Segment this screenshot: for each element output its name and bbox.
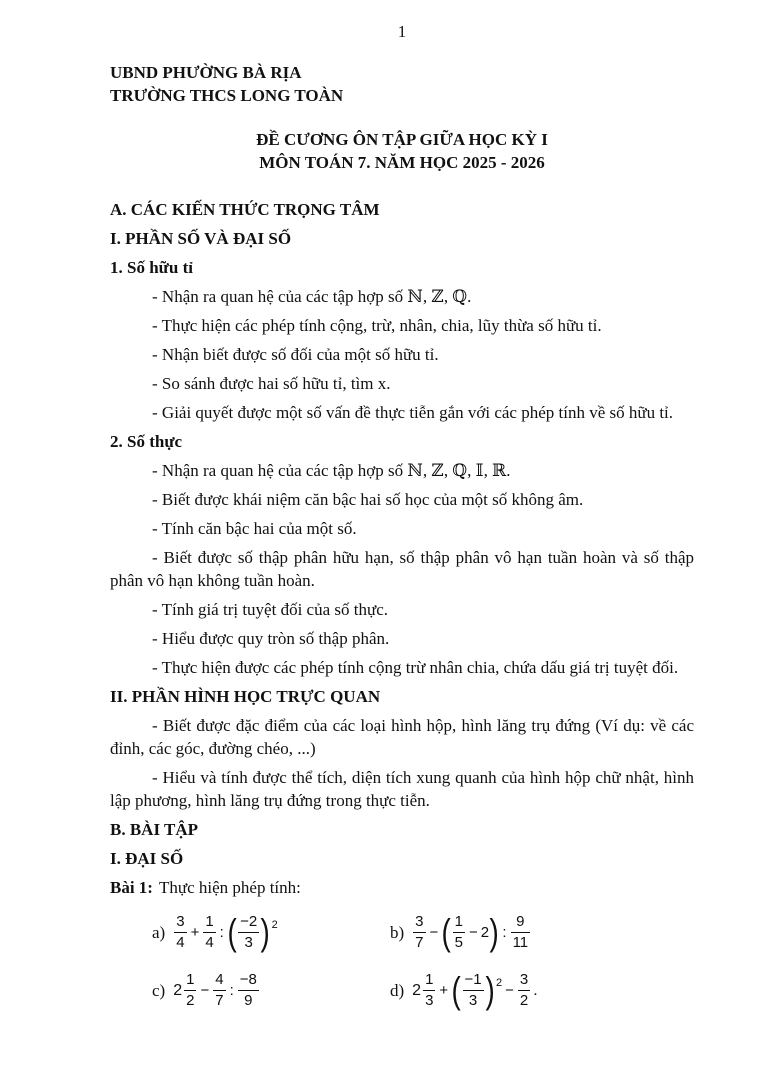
fraction: $\frac{1}{5}$	[454, 912, 463, 951]
bullet-item: - Tính căn bậc hai của một số.	[152, 519, 357, 538]
exercise-1-instruction: Thực hiện phép tính:	[158, 878, 301, 897]
period: .	[533, 981, 538, 999]
section-b-part-i-heading: I. ĐẠI SỐ	[110, 849, 184, 868]
left-paren: (	[227, 911, 237, 953]
plus-operator: +	[190, 923, 200, 941]
math-row-1	[110, 905, 694, 959]
bullet-item: - Hiểu và tính được thể tích, diện tích xung quanh của hình hộp chữ nhật, hình lập phương, hình lăng trụ đứng trong thực tiễn.	[110, 768, 694, 810]
minus-operator: −	[468, 923, 478, 941]
integer: 2	[480, 923, 490, 941]
fraction: $\frac{1}{2}$	[186, 970, 195, 1009]
expression-b	[390, 911, 531, 953]
left-paren: (	[451, 969, 461, 1011]
divide-operator: :	[502, 923, 507, 941]
fraction: $\frac{1}{4}$	[205, 912, 214, 951]
expression-c	[152, 972, 260, 1009]
item-a-label: a)	[152, 922, 166, 942]
bullet-item: - Biết được đặc điểm của các loại hình hộp, hình lăng trụ đứng (Ví dụ: về các đỉnh, các góc, đường chéo, ...)	[110, 716, 694, 758]
minus-operator: −	[200, 981, 210, 999]
divide-operator: :	[219, 923, 224, 941]
bullet-item: - Giải quyết được một số vấn đề thực tiễn gắn với các phép tính về số hữu tỉ.	[152, 403, 674, 422]
exercise-1-label: Bài 1:	[110, 878, 153, 897]
expression-d	[390, 969, 538, 1011]
bullet-item: - So sánh được hai số hữu tỉ, tìm x.	[152, 374, 391, 393]
minus-operator: −	[505, 981, 514, 999]
doc-title-line-1: ĐỀ CƯƠNG ÔN TẬP GIỮA HỌC KỲ I	[256, 130, 548, 149]
exercise-1c	[152, 972, 390, 1009]
bullet-item: - Biết được số thập phân hữu hạn, số thập phân vô hạn tuần hoàn và số thập phân vô hạn không tuần hoàn.	[110, 548, 694, 590]
item-c-label: c)	[152, 980, 166, 1000]
fraction: $\frac{3}{7}$	[415, 912, 424, 951]
fraction: $\frac{3}{2}$	[519, 970, 529, 1009]
exercise-1a	[152, 911, 390, 953]
bullet-item: - Biết được khái niệm căn bậc hai số học của một số không âm.	[152, 490, 584, 509]
expression-a	[152, 911, 278, 953]
exercise-1-intro	[110, 876, 694, 899]
section-a-heading: A. CÁC KIẾN THỨC TRỌNG TÂM	[110, 200, 380, 219]
fraction: $\frac{4}{7}$	[215, 970, 224, 1009]
bullet-item: - Nhận ra quan hệ của các tập hợp số ℕ, ℤ, ℚ, 𝕀, ℝ.	[152, 461, 511, 480]
doc-title-line-2: MÔN TOÁN 7. NĂM HỌC 2025 - 2026	[259, 153, 545, 172]
page-number: 1	[397, 22, 407, 41]
bullet-item: - Thực hiện được các phép tính cộng trừ nhân chia, chứa dấu giá trị tuyệt đối.	[152, 658, 679, 677]
minus-operator: −	[429, 923, 439, 941]
fraction: $\frac{9}{11}$	[512, 912, 529, 951]
fraction: $\frac{-2}{3}$	[240, 912, 258, 951]
exercise-1d	[390, 969, 538, 1011]
part-ii-heading: II. PHẦN HÌNH HỌC TRỰC QUAN	[110, 687, 381, 706]
org-line-1: UBND PHƯỜNG BÀ RỊA	[110, 63, 302, 82]
bullet-item: - Hiểu được quy tròn số thập phân.	[152, 629, 390, 648]
bullet-item: - Nhận biết được số đối của một số hữu tỉ.	[152, 345, 439, 364]
exponent: 2	[495, 976, 503, 989]
right-paren: )	[485, 969, 495, 1011]
plus-operator: +	[439, 981, 449, 999]
fraction: $\frac{3}{4}$	[176, 912, 185, 951]
right-paren: )	[260, 911, 271, 953]
exponent: 2	[271, 918, 278, 931]
whole-number: 2	[173, 981, 183, 999]
org-line-2: TRƯỜNG THCS LONG TOÀN	[110, 86, 344, 105]
sub2-heading: 2. Số thực	[110, 432, 183, 451]
fraction: $\frac{1}{3}$	[425, 970, 434, 1009]
exercise-1b	[390, 911, 531, 953]
part-i-heading: I. PHẦN SỐ VÀ ĐẠI SỐ	[110, 229, 292, 248]
document-title	[110, 128, 694, 174]
divide-operator: :	[229, 981, 234, 999]
math-row-2	[110, 963, 694, 1017]
right-paren: )	[489, 911, 499, 953]
sub1-heading: 1. Số hữu tỉ	[110, 258, 193, 277]
fraction: $\frac{-8}{9}$	[239, 970, 257, 1009]
section-b-heading: B. BÀI TẬP	[110, 820, 199, 839]
org-header	[110, 61, 694, 107]
bullet-item: - Tính giá trị tuyệt đối của số thực.	[152, 600, 388, 619]
bullet-item: - Nhận ra quan hệ của các tập hợp số ℕ, ℤ, ℚ.	[152, 287, 472, 306]
bullet-item: - Thực hiện các phép tính cộng, trừ, nhân, chia, lũy thừa số hữu tỉ.	[152, 316, 602, 335]
fraction: $\frac{-1}{3}$	[464, 970, 482, 1009]
left-paren: (	[441, 911, 452, 953]
item-b-label: b)	[390, 922, 405, 942]
whole-number: 2	[412, 981, 422, 999]
item-d-label: d)	[390, 980, 405, 1000]
